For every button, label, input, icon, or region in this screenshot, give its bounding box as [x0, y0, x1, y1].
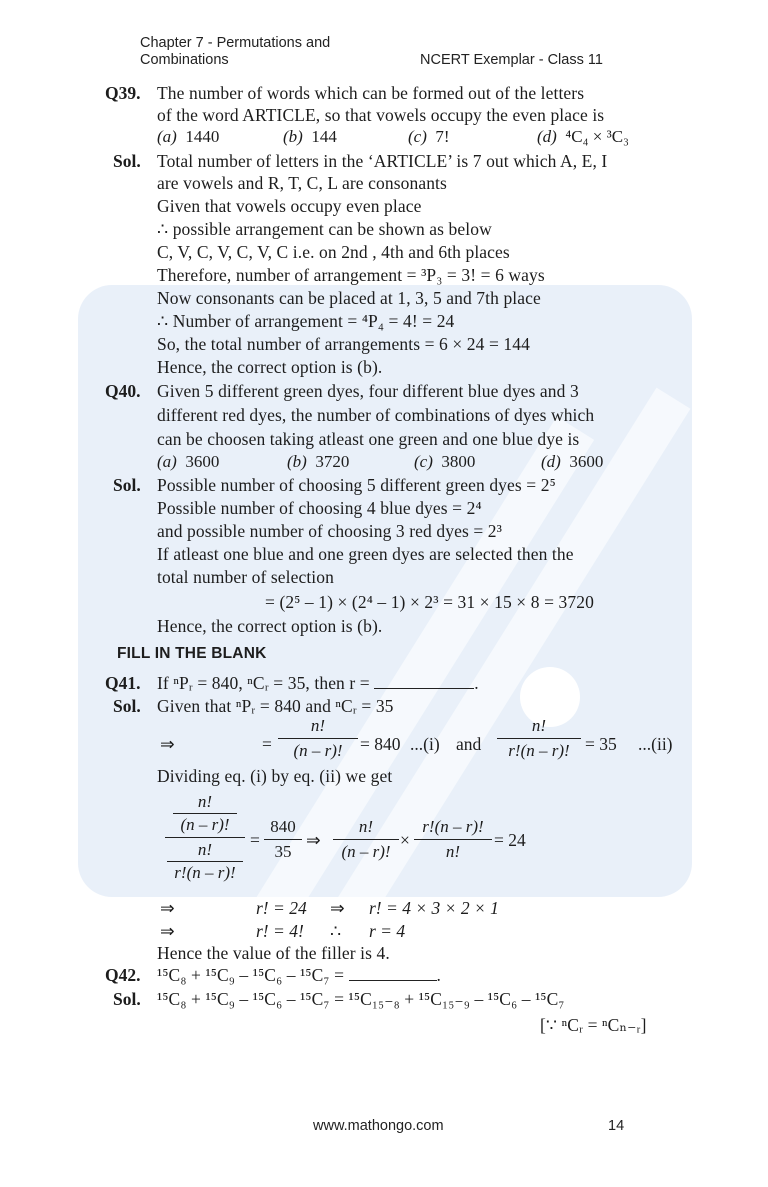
option-b: (b) 144 [283, 127, 337, 146]
chapter-title-line2: Combinations [140, 52, 229, 68]
fraction: n! (n – r)! [333, 817, 399, 862]
section-heading: FILL IN THE BLANK [117, 645, 267, 662]
equation-rhs: = 840 [360, 734, 401, 754]
solution-label: Sol. [113, 151, 141, 171]
option-c: (c) 7! [408, 127, 450, 146]
solution-text: Now consonants can be placed at 1, 3, 5 and 7th place [157, 288, 541, 308]
solution-label: Sol. [113, 696, 141, 716]
equation-rhs: = 35 [585, 734, 617, 754]
page-number: 14 [608, 1118, 625, 1134]
solution-text: Dividing eq. (i) by eq. (ii) we get [157, 766, 393, 786]
fraction: n! (n – r)! [278, 716, 358, 761]
therefore-symbol: ∴ [330, 921, 342, 941]
solution-text: total number of selection [157, 567, 334, 587]
chapter-title-line1: Chapter 7 - Permutations and [140, 35, 331, 51]
question-text: ¹⁵C₈ + ¹⁵C₉ – ¹⁵C₆ – ¹⁵C₇ = . [157, 965, 442, 985]
solution-text: Possible number of choosing 4 blue dyes = 2⁴ [157, 498, 482, 518]
compound-fraction: n! (n – r)! n! r!(n – r)! [165, 792, 245, 883]
question-text: can be choosen taking atleast one green and one blue dye is [157, 429, 580, 449]
solution-text: Hence the value of the filler is 4. [157, 943, 390, 963]
option-c: (c) 3800 [414, 452, 476, 471]
answer-blank [349, 966, 437, 981]
question-text: Given 5 different green dyes, four different blue dyes and 3 [157, 381, 579, 401]
solution-text: ∴ Number of arrangement = ⁴P₄ = 4! = 24 [157, 311, 455, 331]
solution-text: Hence, the correct option is (b). [157, 616, 383, 636]
equals-symbol: = [262, 734, 272, 754]
solution-equation: = (2⁵ – 1) × (2⁴ – 1) × 2³ = 31 × 15 × 8 = 3720 [265, 592, 594, 612]
implies-symbol: ⇒ [306, 830, 321, 850]
times-symbol: × [400, 830, 410, 850]
equals-symbol: = [250, 830, 260, 850]
solution-text: C, V, C, V, C, V, C i.e. on 2nd , 4th and 6th places [157, 242, 510, 262]
solution-text: If atleast one blue and one green dyes are selected then the [157, 544, 574, 564]
solution-text: Possible number of choosing 5 different green dyes = 2⁵ [157, 475, 556, 495]
question-label: Q42. [105, 965, 141, 985]
question-text: different red dyes, the number of combinations of dyes which [157, 405, 595, 425]
equation-tag: ...(ii) [638, 734, 673, 754]
question-label: Q39. [105, 83, 141, 103]
fraction: 840 35 [264, 817, 302, 862]
solution-text: ∴ possible arrangement can be shown as below [157, 219, 492, 239]
solution-text: Total number of letters in the ‘ARTICLE’ is 7 out which A, E, I [157, 151, 608, 171]
footer-url: www.mathongo.com [313, 1118, 444, 1134]
equation-tag: ...(i) [410, 734, 440, 754]
solution-text: Hence, the correct option is (b). [157, 357, 383, 377]
conjunction: and [456, 734, 482, 754]
implies-symbol: ⇒ [160, 921, 175, 941]
solution-text: Therefore, number of arrangement = ³P₃ = 3! = 6 ways [157, 265, 545, 285]
option-b: (b) 3720 [287, 452, 350, 471]
question-label: Q40. [105, 381, 141, 401]
question-text: The number of words which can be formed out of the letters [157, 83, 585, 103]
solution-equation: ¹⁵C₈ + ¹⁵C₉ – ¹⁵C₆ – ¹⁵C₇ = ¹⁵C₁₅₋₈ + ¹⁵C₁₅₋₉ – ¹⁵C₆ – ¹⁵C₇ [157, 989, 565, 1009]
question-text: If ⁿPᵣ = 840, ⁿCᵣ = 35, then r = . [157, 673, 479, 693]
step-equation: r = 4 [369, 921, 406, 941]
step-equation: r! = 4 × 3 × 2 × 1 [369, 898, 499, 918]
implies-symbol: ⇒ [330, 898, 345, 918]
implies-symbol: ⇒ [160, 898, 175, 918]
solution-text: Given that vowels occupy even place [157, 196, 422, 216]
chapter-title [140, 35, 330, 69]
fraction: r!(n – r)! n! [414, 817, 492, 862]
equation-rhs: = 24 [494, 830, 526, 850]
option-a: (a) 1440 [157, 127, 220, 146]
step-equation: r! = 4! [256, 921, 304, 941]
book-title: NCERT Exemplar - Class 11 [420, 52, 603, 68]
solution-label: Sol. [113, 989, 141, 1009]
option-a: (a) 3600 [157, 452, 220, 471]
question-text: of the word ARTICLE, so that vowels occupy the even place is [157, 105, 605, 125]
solution-text: So, the total number of arrangements = 6 × 24 = 144 [157, 334, 530, 354]
option-d: (d) ⁴C₄ × ³C₃ [537, 127, 629, 146]
solution-text: Given that ⁿPᵣ = 840 and ⁿCᵣ = 35 [157, 696, 394, 716]
fraction: n! r!(n – r)! [497, 716, 581, 761]
solution-label: Sol. [113, 475, 141, 495]
step-equation: r! = 24 [256, 898, 307, 918]
solution-text: are vowels and R, T, C, L are consonants [157, 173, 447, 193]
question-label: Q41. [105, 673, 141, 693]
solution-text: and possible number of choosing 3 red dyes = 2³ [157, 521, 502, 541]
implies-symbol: ⇒ [160, 734, 175, 754]
solution-reason: [∵ ⁿCᵣ = ⁿCₙ₋ᵣ] [540, 1015, 647, 1035]
option-d: (d) 3600 [541, 452, 604, 471]
answer-blank [374, 674, 474, 689]
